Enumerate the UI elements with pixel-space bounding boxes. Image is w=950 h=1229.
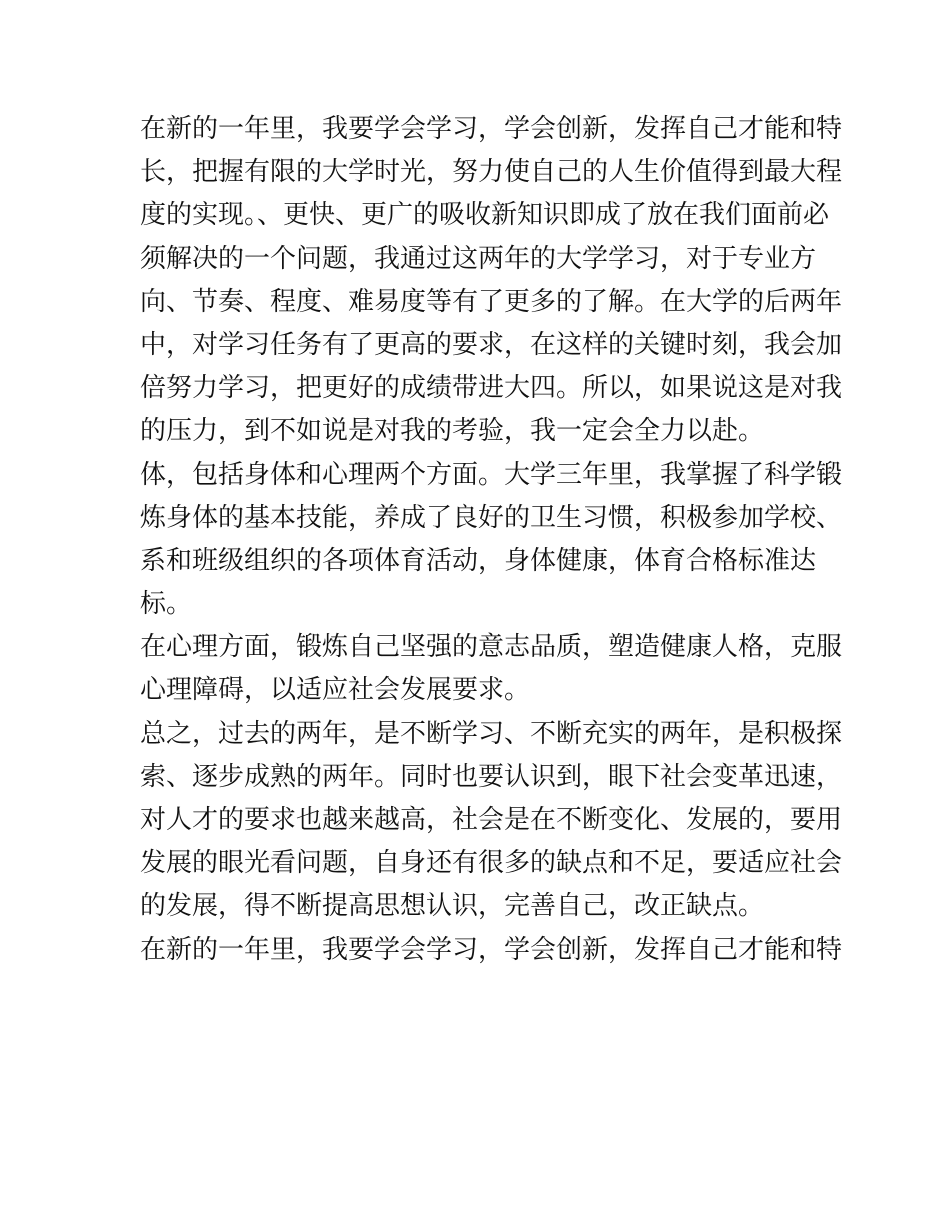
text-line: 体，包括身体和心理两个方面。大学三年里，我掌握了科学锻 — [140, 459, 843, 490]
text-line: 系和班级组织的各项体育活动，身体健康，体育合格标准达 — [140, 545, 817, 576]
text-line: 的发展，得不断提高思想认识，完善自己，改正缺点。 — [140, 891, 765, 922]
text-line: 长，把握有限的大学时光，努力使自己的人生价值得到最大程 — [140, 157, 843, 188]
text-line: 发展的眼光看问题，自身还有很多的缺点和不足，要适应社会 — [140, 848, 843, 879]
text-line: 中，对学习任务有了更高的要求，在这样的关键时刻，我会加 — [140, 329, 843, 360]
text-line: 标。 — [140, 589, 193, 620]
text-line: 索、逐步成熟的两年。同时也要认识到，眼下社会变革迅速， — [140, 761, 843, 792]
text-line: 的压力，到不如说是对我的考验，我一定会全力以赴。 — [140, 416, 765, 447]
text-line: 在新的一年里，我要学会学习，学会创新，发挥自己才能和特 — [140, 114, 843, 144]
text-line: 炼身体的基本技能，养成了良好的卫生习惯，积极参加学校、 — [140, 502, 843, 533]
document-body — [140, 108, 843, 972]
text-line: 对人才的要求也越来越高，社会是在不断变化、发展的，要用 — [140, 805, 843, 835]
text-line: 须解决的一个问题，我通过这两年的大学学习，对于专业方 — [140, 243, 817, 274]
text-line: 倍努力学习，把更好的成绩带进大四。所以，如果说这是对我 — [140, 373, 843, 404]
text-line: 在心理方面，锻炼自己坚强的意志品质，塑造健康人格，克服 — [140, 632, 843, 663]
text-line: 总之，过去的两年，是不断学习、不断充实的两年，是积极探 — [140, 718, 843, 749]
text-line: 在新的一年里，我要学会学习，学会创新，发挥自己才能和特 — [140, 934, 843, 965]
text-line: 向、节奏、程度、难易度等有了更多的了解。在大学的后两年 — [140, 286, 843, 317]
text-line: 心理障碍，以适应社会发展要求。 — [140, 675, 531, 706]
text-line: 度的实现。、更快、更广的吸收新知识即成了放在我们面前必 — [140, 200, 830, 231]
